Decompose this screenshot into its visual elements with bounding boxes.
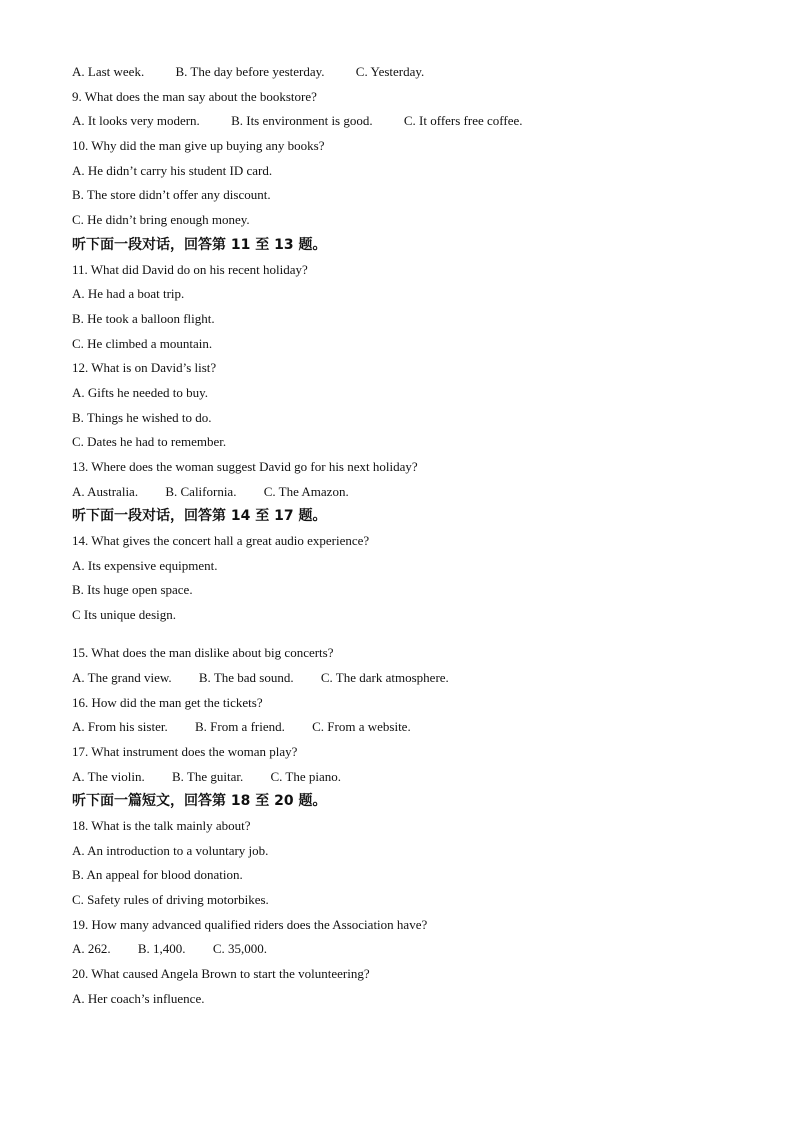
q13-question: 13. Where does the woman suggest David go for his next holiday?: [72, 459, 418, 474]
q15-option-a: A. The grand view.: [72, 669, 172, 685]
q8-option-a: A. Last week.: [72, 64, 145, 79]
q11-option-b: B. He took a balloon flight.: [72, 310, 215, 326]
q19-option-b: B. 1,400.: [137, 941, 186, 957]
q9-option-b: B. Its environment is good.: [231, 113, 373, 129]
q17-option-c: C. The piano.: [270, 768, 341, 784]
q17-option-b: B. The guitar.: [171, 768, 244, 784]
q17-question: 17. What instrument does the woman play?: [72, 743, 298, 759]
section-heading-11-13: 听下面一段对话，回答第 11 至 13 题。: [72, 236, 327, 253]
q20-option-a: A. Her coach’s influence.: [72, 990, 205, 1006]
q14-option-a: A. Its expensive equipment.: [72, 557, 218, 573]
q10-option-b: B. The store didn’t offer any discount.: [72, 187, 271, 203]
q9-option-a: A. It looks very modern.: [72, 113, 200, 129]
exam-page: [72, 60, 732, 1011]
q16-question: 16. How did the man get the tickets?: [72, 694, 263, 710]
q15-question: 15. What does the man dislike about big concerts?: [72, 645, 334, 661]
q14-question: 14. What gives the concert hall a great audio experience?: [72, 533, 370, 549]
q10-option-c: C. He didn’t bring enough money.: [72, 212, 250, 228]
q14-option-b: B. Its huge open space.: [72, 582, 193, 598]
q13-option-b: B. California.: [165, 483, 237, 499]
q16-options: [72, 715, 732, 740]
q13-option-c: C. The Amazon.: [263, 483, 349, 499]
q12-option-c: C. Dates he had to remember.: [72, 434, 227, 450]
q12-question: 12. What is on David’s list?: [72, 360, 217, 376]
q18-question: 18. What is the talk mainly about?: [72, 817, 251, 833]
q9-option-c: C. It offers free coffee.: [403, 113, 523, 129]
q18-option-a: A. An introduction to a voluntary job.: [72, 842, 269, 858]
q11-option-a: A. He had a boat trip.: [72, 286, 185, 302]
q16-option-c: C. From a website.: [312, 719, 411, 735]
q15-options: [72, 666, 732, 691]
q9-question: 9. What does the man say about the bookstore?: [72, 88, 317, 104]
q16-option-a: A. From his sister.: [72, 719, 168, 735]
q8-option-b: B. The day before yesterday.: [175, 64, 325, 79]
q13-options: [72, 480, 732, 505]
q14-option-c: C Its unique design.: [72, 607, 176, 623]
q11-option-c: C. He climbed a mountain.: [72, 335, 213, 351]
q17-options: [72, 765, 732, 790]
q15-option-c: C. The dark atmosphere.: [320, 669, 449, 685]
q12-option-b: B. Things he wished to do.: [72, 409, 212, 425]
q19-question: 19. How many advanced qualified riders does the Association have?: [72, 916, 428, 932]
section-heading-18-20: 听下面一篇短文，回答第 18 至 20 题。: [72, 793, 327, 810]
q10-question: 10. Why did the man give up buying any books?: [72, 138, 325, 154]
q8-options: [72, 60, 732, 85]
q10-option-a: A. He didn’t carry his student ID card.: [72, 162, 273, 178]
q11-question: 11. What did David do on his recent holiday?: [72, 261, 308, 277]
q18-option-c: C. Safety rules of driving motorbikes.: [72, 892, 269, 907]
q16-option-b: B. From a friend.: [194, 719, 285, 735]
q19-option-c: C. 35,000.: [212, 941, 267, 957]
q14-spacer: [72, 629, 732, 641]
q13-option-a: A. Australia.: [72, 483, 139, 499]
section-heading-14-17: 听下面一段对话，回答第 14 至 17 题。: [72, 508, 327, 525]
q18-option-b: B. An appeal for blood donation.: [72, 867, 243, 883]
q19-option-a: A. 262.: [72, 941, 111, 957]
q20-question: 20. What caused Angela Brown to start the volunteering?: [72, 966, 370, 982]
q15-option-b: B. The bad sound.: [198, 669, 294, 685]
q17-option-a: A. The violin.: [72, 768, 145, 784]
q12-option-a: A. Gifts he needed to buy.: [72, 384, 208, 400]
q19-options: [72, 937, 732, 962]
q8-option-c: C. Yesterday.: [355, 64, 425, 79]
q9-options: [72, 109, 732, 134]
